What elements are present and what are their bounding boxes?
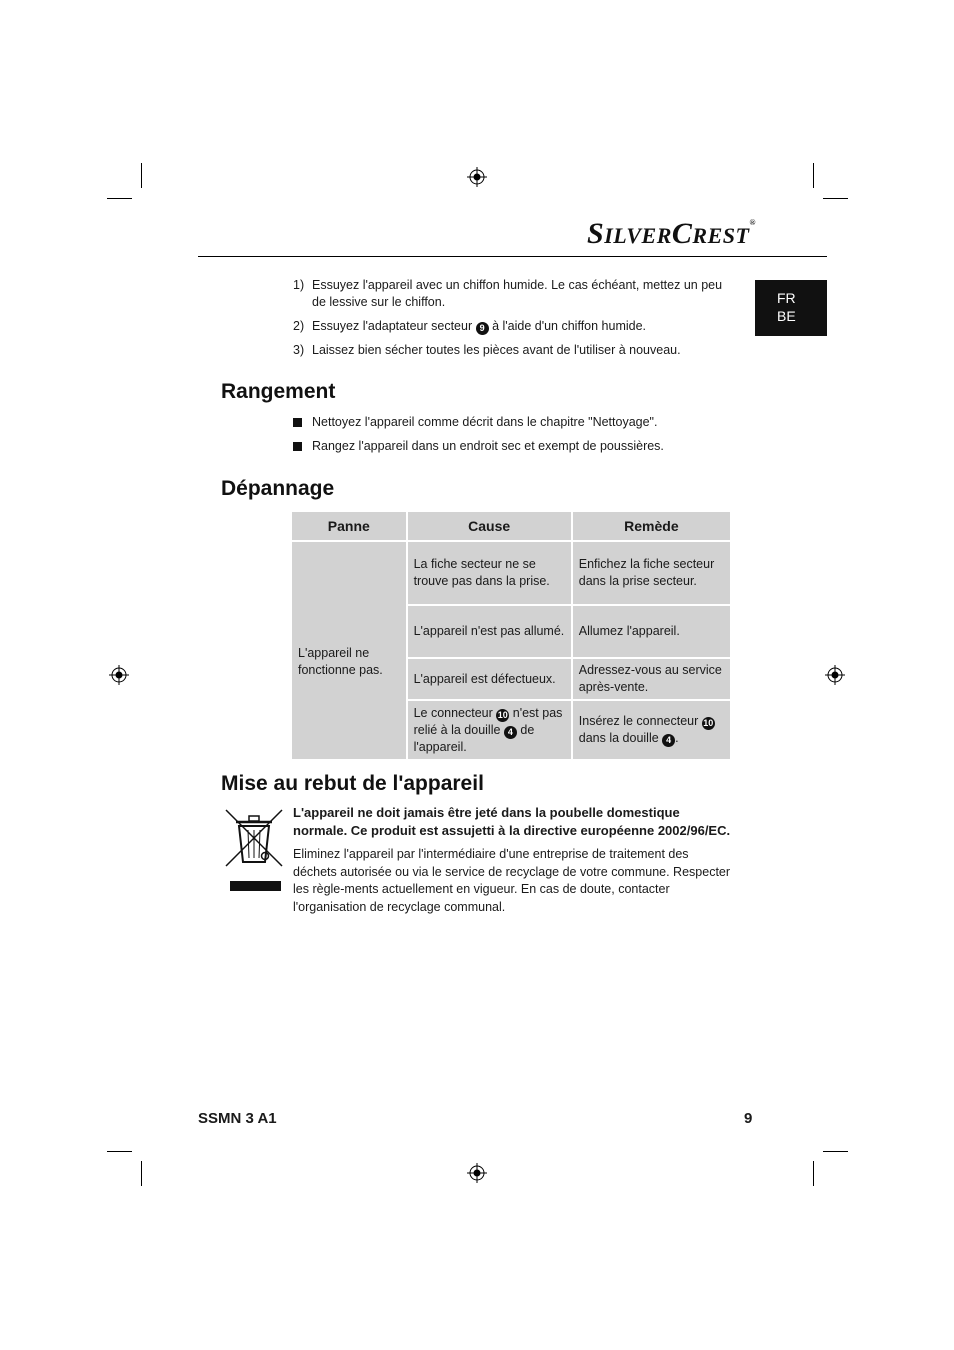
column-header: Cause: [407, 511, 572, 541]
list-item: 1) Essuyez l'appareil avec un chiffon humide. Le cas échéant, mettez un peu de lessive sur le chiffon.: [293, 278, 723, 309]
table-row: [291, 541, 731, 605]
part-number-badge: 4: [504, 726, 517, 739]
registration-mark-icon: [109, 665, 129, 685]
remede-cell: Enfichez la fiche secteur dans la prise secteur.: [572, 541, 731, 605]
crop-mark: [813, 163, 814, 188]
registration-mark-icon: [825, 665, 845, 685]
cause-cell: La fiche secteur ne se trouve pas dans la prise.: [407, 541, 572, 605]
page-number: 9: [744, 1110, 753, 1127]
list-item: Nettoyez l'appareil comme décrit dans le chapitre "Nettoyage".: [293, 414, 733, 431]
language-code: FR: [777, 290, 796, 306]
language-code: BE: [777, 308, 796, 324]
disposal-instructions: Eliminez l'appareil par l'intermédiaire d'une entreprise de traitement des déchets autorisée ou via le service de recyclage de votre commune. Respecter les règle-ments actuellement en vigueur. En cas de doute, contacter l'organisation de recyclage communal.: [293, 847, 731, 914]
column-header: Remède: [572, 511, 731, 541]
part-number-badge: 10: [497, 709, 508, 720]
crop-mark: [141, 1161, 142, 1186]
disposal-warning: L'appareil ne doit jamais être jeté dans la poubelle domestique normale. Ce produit est assujetti à la directive européenne 2002/96/EC.: [293, 805, 731, 838]
header-divider: [198, 256, 827, 257]
registration-mark-icon: [467, 1163, 487, 1183]
remede-cell: Allumez l'appareil.: [572, 605, 731, 658]
brand-logo: SILVERCREST®: [587, 217, 756, 250]
list-item: Rangez l'appareil dans un endroit sec et exempt de poussières.: [293, 438, 733, 455]
crop-mark: [141, 163, 142, 188]
column-header: Panne: [291, 511, 407, 541]
cause-cell: L'appareil est défectueux.: [407, 658, 572, 700]
remede-cell: Adressez-vous au service après-vente.: [572, 658, 731, 700]
part-number-badge: 4: [662, 734, 675, 747]
bullet-square-icon: [293, 418, 302, 427]
part-number-badge: 9: [476, 322, 489, 335]
language-tab: [755, 280, 827, 336]
model-number: SSMN 3 A1: [198, 1110, 277, 1127]
list-item: 2) Essuyez l'adaptateur secteur 9 à l'aide d'un chiffon humide.: [293, 319, 647, 333]
list-item: 3) Laissez bien sécher toutes les pièces avant de l'utiliser à nouveau.: [293, 343, 681, 357]
crossed-out-bin-icon: [224, 804, 284, 892]
section-title-rebut: Mise au rebut de l'appareil: [221, 772, 484, 795]
part-number-badge: 10: [703, 718, 714, 728]
remede-cell: Insérez le connecteur 10 dans la douille 4 .: [572, 700, 731, 760]
crop-mark: [813, 1161, 814, 1186]
cause-cell: L'appareil n'est pas allumé.: [407, 605, 572, 658]
disposal-text: [293, 804, 733, 916]
table-header-row: [291, 511, 731, 541]
troubleshooting-table: [290, 510, 732, 761]
rangement-list: [293, 414, 733, 462]
section-title-rangement: Rangement: [221, 380, 336, 403]
crop-mark: [107, 198, 132, 199]
crop-mark: [823, 198, 848, 199]
crop-mark: [107, 1151, 132, 1152]
crop-mark: [823, 1151, 848, 1152]
cleaning-steps: [293, 277, 733, 366]
section-title-depannage: Dépannage: [221, 477, 335, 500]
bullet-square-icon: [293, 442, 302, 451]
panne-cell: L'appareil ne fonctionne pas.: [291, 541, 407, 760]
cause-cell: Le connecteur 10 n'est pas relié à la douille 4 de l'appareil.: [407, 700, 572, 760]
registration-mark-icon: [467, 167, 487, 187]
